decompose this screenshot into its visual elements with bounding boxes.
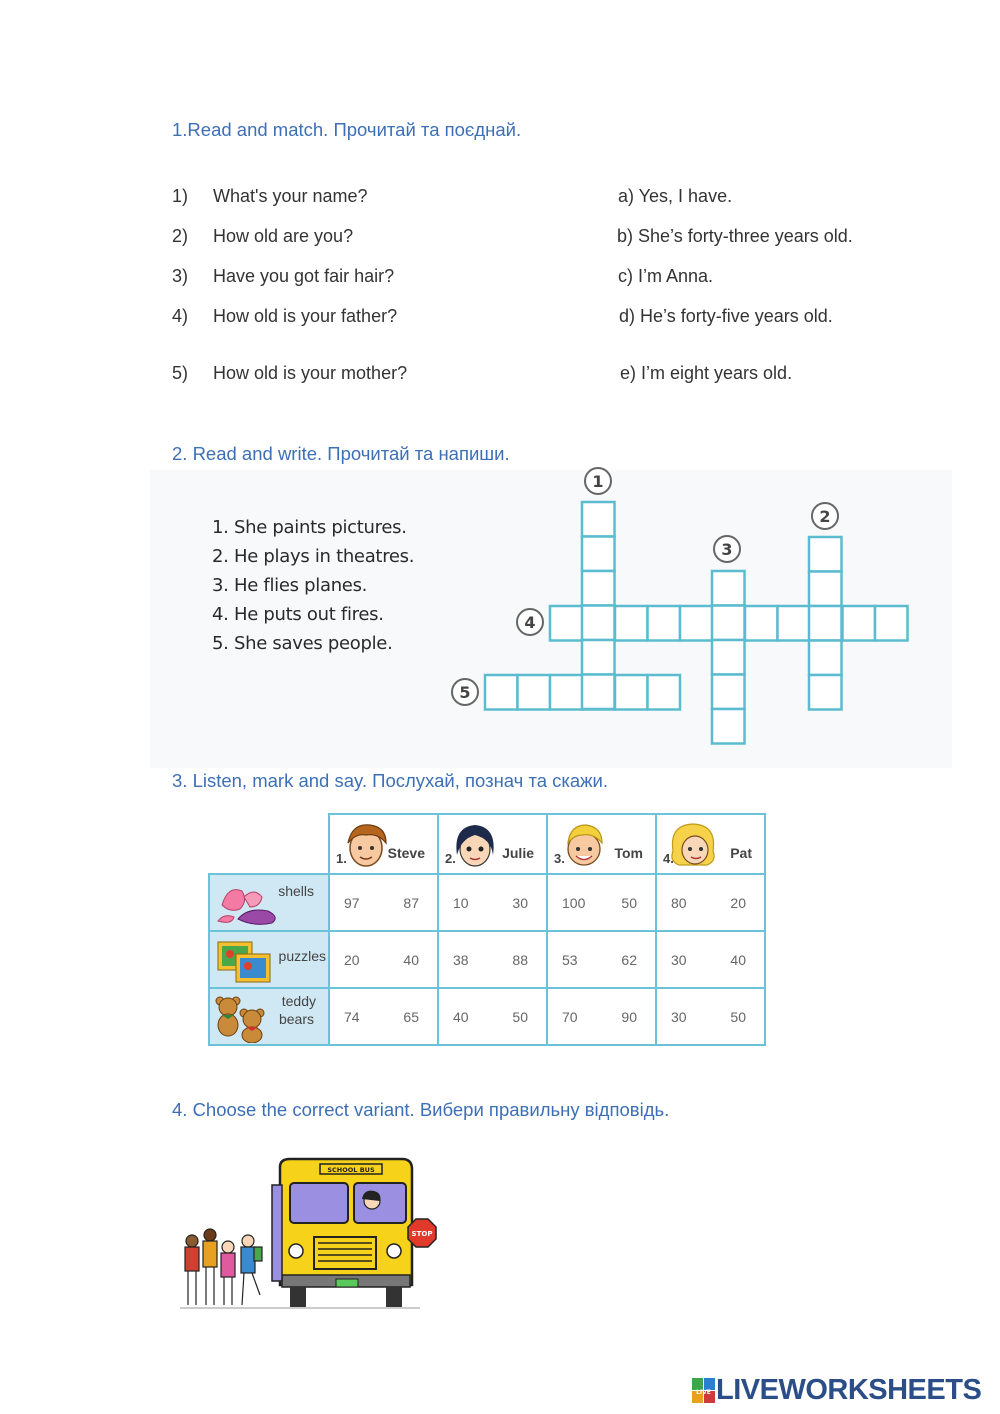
person-header-steve <box>329 814 438 874</box>
bus-wheel <box>386 1287 402 1307</box>
table-cell <box>656 988 765 1045</box>
bus-sign-text: SCHOOL BUS <box>327 1166 375 1174</box>
cell-word4[interactable] <box>615 606 648 641</box>
cell-value: 30 <box>671 951 687 968</box>
bus-wheel <box>290 1287 306 1307</box>
answer-option-c[interactable]: c) I’m Anna. <box>618 266 714 286</box>
crossword-clue: 3. He flies planes. <box>212 575 368 596</box>
logo-badge-icon <box>692 1378 716 1404</box>
cell-value: 97 <box>344 894 360 911</box>
question-text: How old are you? <box>213 226 354 246</box>
bus-grille <box>314 1237 376 1269</box>
girl-face-icon <box>451 821 501 869</box>
table-cell <box>547 874 656 931</box>
table-cell <box>438 988 547 1045</box>
bus-license-plate <box>336 1279 358 1287</box>
table-cell <box>438 874 547 931</box>
cell-word3[interactable] <box>712 571 745 606</box>
bus-door <box>272 1185 282 1281</box>
cell-value: 20 <box>730 894 746 911</box>
cell-word4[interactable] <box>778 606 811 641</box>
table-cell <box>329 931 438 988</box>
answer-option-e[interactable]: e) I’m eight years old. <box>620 363 793 383</box>
marker-2-label: 2 <box>819 507 831 526</box>
question-text: How old is your father? <box>213 306 398 326</box>
puzzles-icon <box>214 936 280 986</box>
shells-icon <box>214 881 284 927</box>
cell-value: 90 <box>621 1008 637 1025</box>
cell-word4[interactable] <box>550 606 583 641</box>
cell-value: 53 <box>562 951 578 968</box>
marker-1-label: 1 <box>592 472 604 491</box>
table-cell <box>547 931 656 988</box>
teddy-bears-icon <box>214 993 278 1043</box>
person-name: Julie <box>502 845 534 861</box>
answer-option-b[interactable]: b) She’s forty-three years old. <box>617 226 853 246</box>
cell-value: 70 <box>562 1008 578 1025</box>
section4-heading: 4. Choose the correct variant. Вибери правильну відповідь. <box>172 1099 670 1120</box>
question-text: Have you got fair hair? <box>213 266 395 286</box>
table-cell <box>656 931 765 988</box>
logo-text: LIVEWORKSHEETS <box>716 1374 982 1406</box>
cell-word4[interactable] <box>648 606 681 641</box>
section2-heading: 2. Read and write. Прочитай та напиши. <box>172 443 510 464</box>
answer-option-d[interactable]: d) He’s forty-five years old. <box>619 306 833 326</box>
cell-value: 20 <box>344 951 360 968</box>
cell-word1[interactable] <box>582 640 615 675</box>
bus-headlight <box>387 1244 401 1258</box>
children-group <box>185 1229 262 1305</box>
cell-value: 62 <box>621 951 637 968</box>
question-text: What's your name? <box>213 186 368 206</box>
question-number: 4) <box>172 306 189 326</box>
person-number: 2. <box>445 851 456 866</box>
collection-survey-table <box>208 813 766 1046</box>
table-cell <box>656 874 765 931</box>
row-label-line2: bears <box>278 1011 314 1027</box>
cell-word4[interactable] <box>745 606 778 641</box>
cell-word1[interactable] <box>582 537 615 572</box>
girl-face-icon <box>669 821 719 869</box>
question-number: 3) <box>172 266 189 286</box>
cell-word1[interactable] <box>582 606 615 641</box>
table-corner <box>209 814 329 874</box>
cell-word5[interactable] <box>518 675 551 710</box>
cell-word5[interactable] <box>615 675 648 710</box>
cell-word2[interactable] <box>809 675 842 710</box>
cell-value: 50 <box>621 894 637 911</box>
person-number: 4. <box>663 851 674 866</box>
row-label-line1: teddy <box>281 993 316 1009</box>
cell-value: 80 <box>671 894 687 911</box>
person-name: Steve <box>387 845 425 861</box>
cell-word2[interactable] <box>809 537 842 572</box>
person-name: Tom <box>614 845 643 861</box>
marker-3-label: 3 <box>721 540 733 559</box>
crossword-clue: 4. He puts out fires. <box>212 604 384 625</box>
marker-5-label: 5 <box>459 683 471 702</box>
cell-value: 74 <box>344 1008 360 1025</box>
cell-word1[interactable] <box>582 502 615 537</box>
cell-word3[interactable] <box>712 709 745 744</box>
cell-word3[interactable] <box>712 606 745 641</box>
row-label: shells <box>278 883 314 899</box>
cell-word5[interactable] <box>648 675 681 710</box>
crossword-clue: 1. She paints pictures. <box>212 517 407 538</box>
question-number: 2) <box>172 226 189 246</box>
person-number: 3. <box>554 851 565 866</box>
crossword-clue: 2. He plays in theatres. <box>212 546 415 567</box>
row-header-shells <box>209 874 329 931</box>
school-bus-illustration <box>180 1155 440 1315</box>
cell-word2[interactable] <box>809 606 842 641</box>
cell-word2[interactable] <box>809 641 842 676</box>
person-header-tom <box>547 814 656 874</box>
section1-heading: 1.Read and match. Прочитай та поєднай. <box>172 119 522 140</box>
cell-value: 100 <box>562 894 586 911</box>
cell-value: 88 <box>512 951 528 968</box>
liveworksheets-logo <box>692 1374 981 1407</box>
logo-badge-text: LIVE <box>696 1388 711 1396</box>
cell-word4[interactable] <box>843 606 876 641</box>
cell-value: 10 <box>453 894 469 911</box>
bus-headlight <box>289 1244 303 1258</box>
cell-word3[interactable] <box>712 675 745 710</box>
cell-value: 50 <box>730 1008 746 1025</box>
cell-value: 38 <box>453 951 469 968</box>
cell-word4[interactable] <box>875 606 908 641</box>
cell-value: 40 <box>403 951 419 968</box>
cell-word3[interactable] <box>712 640 745 675</box>
cell-word4[interactable] <box>680 606 713 641</box>
table-cell <box>438 931 547 988</box>
marker-4-label: 4 <box>524 613 536 632</box>
boy-face-icon <box>342 821 392 869</box>
cell-value: 87 <box>403 894 419 911</box>
cell-value: 30 <box>512 894 528 911</box>
bus-windshield-left <box>290 1183 348 1223</box>
row-label: puzzles <box>278 948 326 964</box>
answer-option-a[interactable]: a) Yes, I have. <box>618 186 733 206</box>
person-header-julie <box>438 814 547 874</box>
cell-value: 65 <box>403 1008 419 1025</box>
cell-value: 40 <box>730 951 746 968</box>
table-cell <box>329 874 438 931</box>
cell-word1[interactable] <box>582 571 615 606</box>
section3-heading: 3. Listen, mark and say. Послухай, познач та скажи. <box>172 770 609 791</box>
question-number: 5) <box>172 363 189 383</box>
row-header-puzzles <box>209 931 329 988</box>
question-number: 1) <box>172 186 189 206</box>
cell-value: 30 <box>671 1008 687 1025</box>
cell-value: 40 <box>453 1008 469 1025</box>
stop-sign-text: STOP <box>411 1230 433 1238</box>
cell-word5[interactable] <box>550 675 583 710</box>
cell-word2[interactable] <box>809 572 842 607</box>
cell-word1[interactable] <box>582 675 615 710</box>
person-header-pat <box>656 814 765 874</box>
row-header-teddy-bears <box>209 988 329 1045</box>
person-number: 1. <box>336 851 347 866</box>
boy-face-icon <box>560 821 610 869</box>
person-name: Pat <box>730 845 752 861</box>
cell-value: 50 <box>512 1008 528 1025</box>
question-text: How old is your mother? <box>213 363 408 383</box>
cell-word5[interactable] <box>485 675 518 710</box>
crossword-clue: 5. She saves people. <box>212 633 393 654</box>
table-cell <box>329 988 438 1045</box>
table-cell <box>547 988 656 1045</box>
